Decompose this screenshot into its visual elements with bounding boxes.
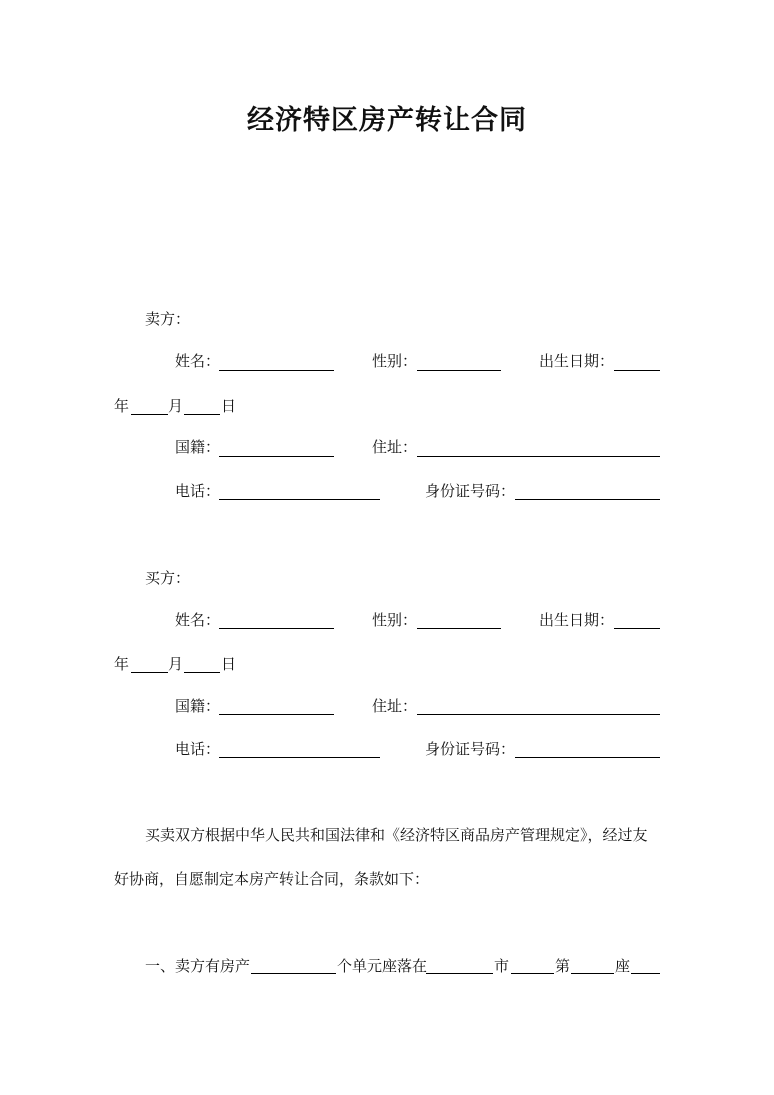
- seller-birth-field[interactable]: [614, 370, 660, 371]
- seller-phone-field[interactable]: [219, 499, 380, 500]
- seller-gender-field[interactable]: [417, 370, 501, 371]
- seller-day-field[interactable]: [184, 414, 220, 415]
- seller-year-unit: 年: [114, 397, 130, 415]
- seller-nationality-label: 国籍：: [175, 438, 221, 456]
- buyer-address-field[interactable]: [417, 714, 660, 715]
- buyer-heading: 买方：: [145, 569, 191, 587]
- page-title: 经济特区房产转让合同: [247, 105, 527, 136]
- clause-1-location-field[interactable]: [426, 973, 493, 974]
- preamble-line-2: 好协商，自愿制定本房产转让合同，条款如下：: [114, 870, 430, 888]
- clause-1-di-text: 第: [555, 957, 571, 975]
- buyer-name-field[interactable]: [219, 628, 334, 629]
- seller-address-label: 住址：: [372, 438, 418, 456]
- seller-address-field[interactable]: [417, 456, 660, 457]
- buyer-gender-field[interactable]: [417, 628, 501, 629]
- seller-birth-label: 出生日期：: [539, 352, 615, 370]
- preamble-line-1: 买卖双方根据中华人民共和国法律和《经济特区商品房产管理规定》，经过友: [145, 826, 648, 844]
- clause-1-number-field[interactable]: [571, 973, 614, 974]
- buyer-day-unit: 日: [221, 655, 237, 673]
- seller-phone-label: 电话：: [175, 482, 221, 500]
- seller-nationality-field[interactable]: [219, 456, 334, 457]
- buyer-nationality-field[interactable]: [219, 714, 334, 715]
- buyer-month-unit: 月: [168, 655, 184, 673]
- buyer-month-field[interactable]: [131, 672, 168, 673]
- seller-month-unit: 月: [168, 397, 184, 415]
- seller-day-unit: 日: [221, 397, 237, 415]
- buyer-gender-label: 性别：: [372, 611, 418, 629]
- seller-name-label: 姓名：: [175, 352, 221, 370]
- buyer-birth-label: 出生日期：: [539, 611, 615, 629]
- clause-1-zuo-text: 座: [615, 957, 631, 975]
- buyer-nationality-label: 国籍：: [175, 697, 221, 715]
- seller-id-field[interactable]: [515, 499, 660, 500]
- buyer-phone-label: 电话：: [175, 740, 221, 758]
- buyer-birth-field[interactable]: [614, 628, 660, 629]
- clause-1-district-field[interactable]: [511, 973, 554, 974]
- buyer-day-field[interactable]: [184, 672, 220, 673]
- buyer-phone-field[interactable]: [219, 757, 380, 758]
- clause-1-unit-text: 个单元座落在: [337, 957, 428, 975]
- seller-id-label: 身份证号码：: [425, 482, 516, 500]
- buyer-name-label: 姓名：: [175, 611, 221, 629]
- buyer-address-label: 住址：: [372, 697, 418, 715]
- buyer-id-label: 身份证号码：: [425, 740, 516, 758]
- seller-name-field[interactable]: [219, 370, 334, 371]
- buyer-id-field[interactable]: [515, 757, 660, 758]
- seller-heading: 卖方：: [145, 310, 191, 328]
- clause-1-prefix: 一、卖方有房产: [145, 957, 251, 975]
- clause-1-tail-field[interactable]: [631, 973, 660, 974]
- seller-month-field[interactable]: [131, 414, 168, 415]
- seller-gender-label: 性别：: [372, 352, 418, 370]
- clause-1-city-text: 市: [494, 957, 510, 975]
- clause-1-units-field[interactable]: [251, 973, 336, 974]
- buyer-year-unit: 年: [114, 655, 130, 673]
